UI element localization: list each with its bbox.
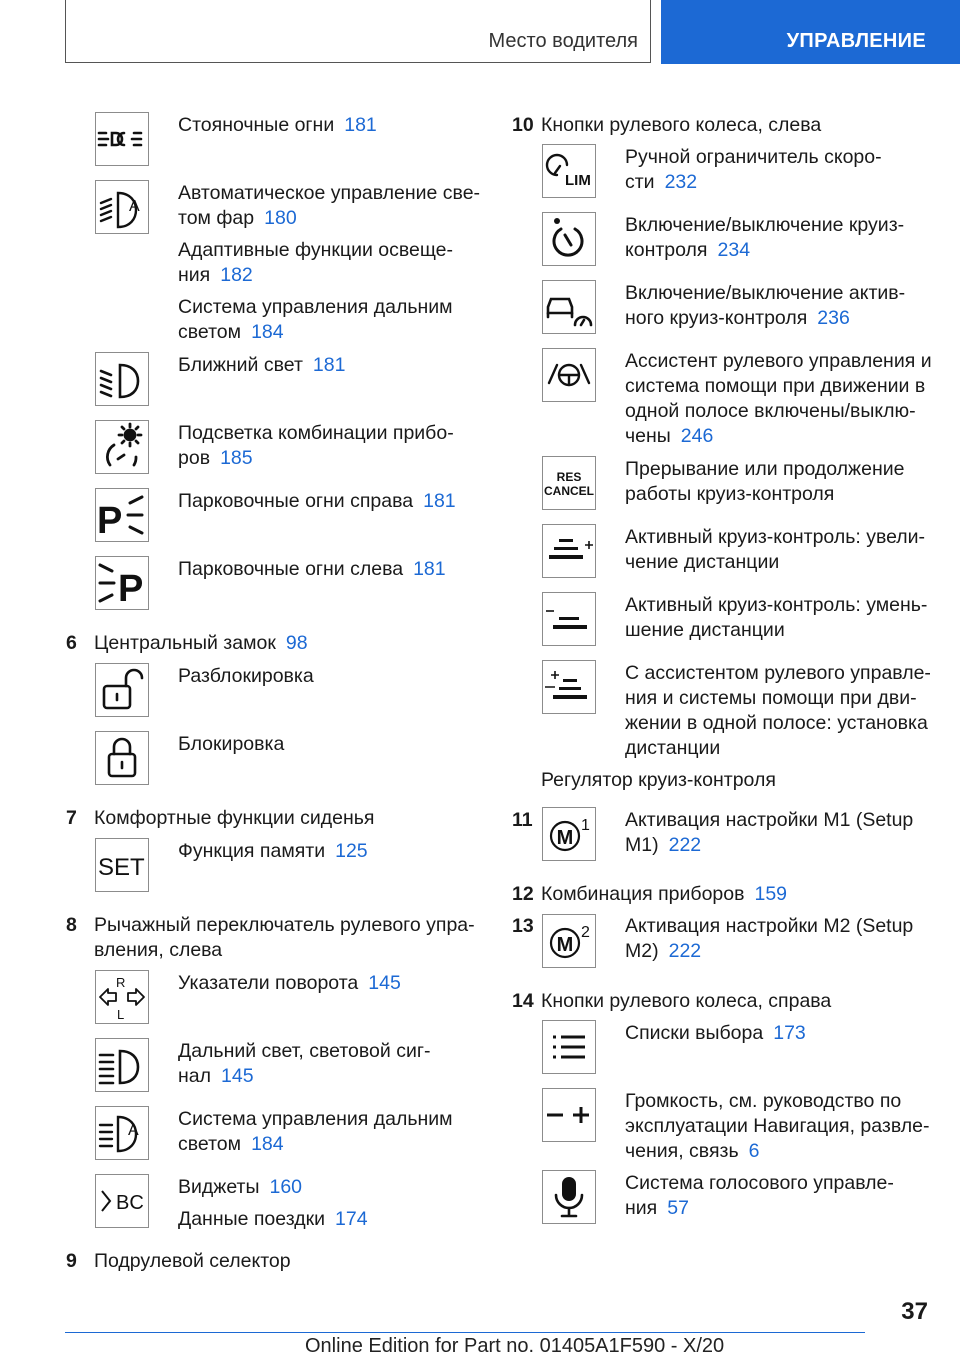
page-link[interactable]: 181 (344, 114, 377, 136)
svg-text:CANCEL: CANCEL (544, 484, 594, 498)
label-memory-function: Функция памяти 125 (178, 840, 368, 862)
label-parking-light-right: Парковочные огни справа 181 (178, 490, 456, 512)
item-number-12: 12 (512, 883, 534, 905)
page-link[interactable]: 182 (220, 264, 253, 286)
label-active-cruise: Включение/выключение актив- ного круиз-контроля 236 (625, 282, 906, 329)
label-instrument-lighting: Подсветка комбинации прибо- ров 185 (178, 422, 454, 469)
page-link[interactable]: 246 (680, 425, 714, 447)
label-distance-decrease: Активный круиз-контроль: умень- шение дистанции (625, 594, 928, 641)
item-number-11: 11 (512, 809, 533, 831)
page-link[interactable]: 145 (368, 972, 401, 994)
list-icon (542, 1020, 596, 1074)
item-6-title: Центральный замок 98 (94, 632, 308, 654)
m2-icon (542, 914, 596, 968)
bc-icon (95, 1174, 149, 1228)
turn-signal-icon (95, 970, 149, 1024)
label-parking-lights: Стояночные огни 181 (178, 114, 377, 136)
page-link[interactable]: 159 (754, 883, 788, 905)
label-high-beam-assist-2: Система управления дальним светом 184 (178, 1108, 453, 1155)
svg-text:M: M (556, 934, 574, 956)
header-section-box (65, 0, 651, 63)
svg-text:2: 2 (581, 924, 590, 941)
parking-light-left-icon (95, 556, 149, 610)
footer-divider (65, 1332, 865, 1333)
edition-footer: Online Edition for Part no. 01405A1F590 - X/20 (305, 1335, 725, 1357)
page-link[interactable]: 234 (717, 239, 751, 261)
item-number-6: 6 (66, 632, 77, 654)
label-voice-control: Система голосового управле- ния 57 (625, 1172, 894, 1219)
cruise-control-icon (542, 212, 596, 266)
steering-assist-icon (542, 348, 596, 402)
distance-increase-icon (542, 524, 596, 578)
page-link[interactable]: 181 (312, 354, 346, 376)
page-link[interactable]: 185 (220, 447, 253, 469)
page-link[interactable]: 184 (251, 1133, 284, 1155)
svg-text:L: L (117, 1007, 125, 1022)
label-widgets: Виджеты 160 (178, 1176, 303, 1198)
item-8-title: Рычажный переключатель рулевого упра- вления, слева (94, 914, 475, 961)
label-steering-assist: Ассистент рулевого управления и система помощи при движении в одной полосе включены/выклю- чены 246 (625, 350, 932, 447)
label-adaptive-lighting: Адаптивные функции освеще- ния 182 (178, 239, 454, 286)
label-distance-increase: Активный круиз-контроль: увели- чение дистанции (625, 526, 926, 573)
microphone-icon (542, 1170, 596, 1224)
label-high-beam: Дальний свет, световой сиг- нал 145 (178, 1040, 431, 1087)
label-lock: Блокировка (178, 733, 285, 755)
distance-decrease-icon (542, 592, 596, 646)
svg-text:BC: BC (116, 1192, 144, 1214)
label-turn-signals: Указатели поворота 145 (178, 972, 401, 994)
svg-text:R: R (116, 975, 126, 990)
page-link[interactable]: 98 (285, 632, 308, 654)
page-link[interactable]: 181 (413, 558, 446, 580)
page-link[interactable]: 174 (335, 1208, 368, 1230)
parking-light-right-icon (95, 488, 149, 542)
item-7-title: Комфортные функции сиденья (94, 807, 375, 829)
item-9-title: Подрулевой селектор (94, 1250, 291, 1272)
lock-icon (95, 731, 149, 785)
label-m1: Активация настройки M1 (Setup M1) 222 (625, 809, 914, 856)
high-beam-icon (95, 1038, 149, 1092)
label-auto-headlight: Автоматическое управление све- том фар 180 (178, 182, 481, 229)
page-link[interactable]: 222 (668, 834, 702, 856)
label-cruise-regulator: Регулятор круиз-контроля (541, 769, 776, 791)
volume-icon (542, 1088, 596, 1142)
item-number-9: 9 (66, 1250, 77, 1272)
label-low-beam: Ближний свет 181 (178, 354, 346, 376)
label-unlock: Разблокировка (178, 665, 314, 687)
svg-text:RES: RES (556, 470, 582, 484)
page-number: 37 (901, 1298, 928, 1325)
item-number-8: 8 (66, 914, 77, 936)
unlock-icon (95, 663, 149, 717)
item-12-title: Комбинация приборов 159 (541, 883, 788, 905)
header-chapter-title: УПРАВЛЕНИЕ (786, 30, 926, 52)
label-cruise-control: Включение/выключение круиз- контроля 234 (625, 214, 905, 261)
high-beam-assist-icon (95, 1106, 149, 1160)
page-link[interactable]: 180 (264, 207, 297, 229)
label-distance-set: С ассистентом рулевого управле- ния и системы помощи при дви- жении в одной полосе: установка дистанции (625, 662, 931, 759)
page-link[interactable]: 184 (251, 321, 284, 343)
label-speed-limiter: Ручной ограничитель скоро- сти 232 (625, 146, 882, 193)
svg-text:A: A (128, 1122, 139, 1139)
page-link[interactable]: 232 (664, 171, 698, 193)
active-cruise-icon (542, 280, 596, 334)
svg-text:P: P (118, 568, 144, 609)
svg-text:LIM: LIM (565, 172, 591, 189)
speed-limiter-icon (542, 144, 596, 198)
label-high-beam-assist: Система управления дальним светом 184 (178, 296, 453, 343)
page-link[interactable]: 181 (423, 490, 456, 512)
item-number-10: 10 (512, 114, 534, 136)
item-number-13: 13 (512, 915, 534, 937)
res-cancel-icon (542, 456, 596, 510)
auto-headlight-icon (95, 180, 149, 234)
svg-text:M: M (556, 827, 574, 849)
label-trip-data: Данные поездки 174 (178, 1208, 368, 1230)
item-number-7: 7 (66, 807, 77, 829)
parking-lights-icon (95, 112, 149, 166)
low-beam-icon (95, 352, 149, 406)
page-link[interactable]: 222 (668, 940, 702, 962)
label-volume: Громкость, см. руководство по эксплуатации Навигация, развле- чения, связь 6 (625, 1090, 930, 1162)
page-link[interactable]: 145 (221, 1065, 254, 1087)
label-res-cancel: Прерывание или продолжение работы круиз-контроля (625, 458, 905, 505)
set-icon (95, 838, 149, 892)
item-number-14: 14 (512, 990, 534, 1012)
label-m2: Активация настройки M2 (Setup M2) 222 (625, 915, 914, 962)
item-10-title: Кнопки рулевого колеса, слева (541, 114, 822, 136)
header-chapter-tab[interactable] (661, 0, 960, 64)
item-14-title: Кнопки рулевого колеса, справа (541, 990, 832, 1012)
label-selection-lists: Списки выбора 173 (625, 1022, 806, 1044)
page-link[interactable]: 160 (269, 1176, 303, 1198)
instrument-lighting-icon (95, 420, 149, 474)
page-header (65, 0, 960, 64)
header-section-title: Место водителя (488, 30, 638, 52)
distance-set-icon (542, 660, 596, 714)
page-link[interactable]: 236 (817, 307, 850, 329)
label-parking-light-left: Парковочные огни слева 181 (178, 558, 446, 580)
svg-text:1: 1 (581, 817, 590, 834)
page-link[interactable]: 6 (748, 1140, 760, 1162)
svg-text:P: P (97, 500, 123, 541)
page-link[interactable]: 173 (773, 1022, 806, 1044)
svg-text:A: A (129, 198, 140, 215)
svg-text:SET: SET (98, 854, 145, 881)
m1-icon (542, 807, 596, 861)
page-link[interactable]: 125 (335, 840, 368, 862)
page-link[interactable]: 57 (667, 1197, 689, 1219)
